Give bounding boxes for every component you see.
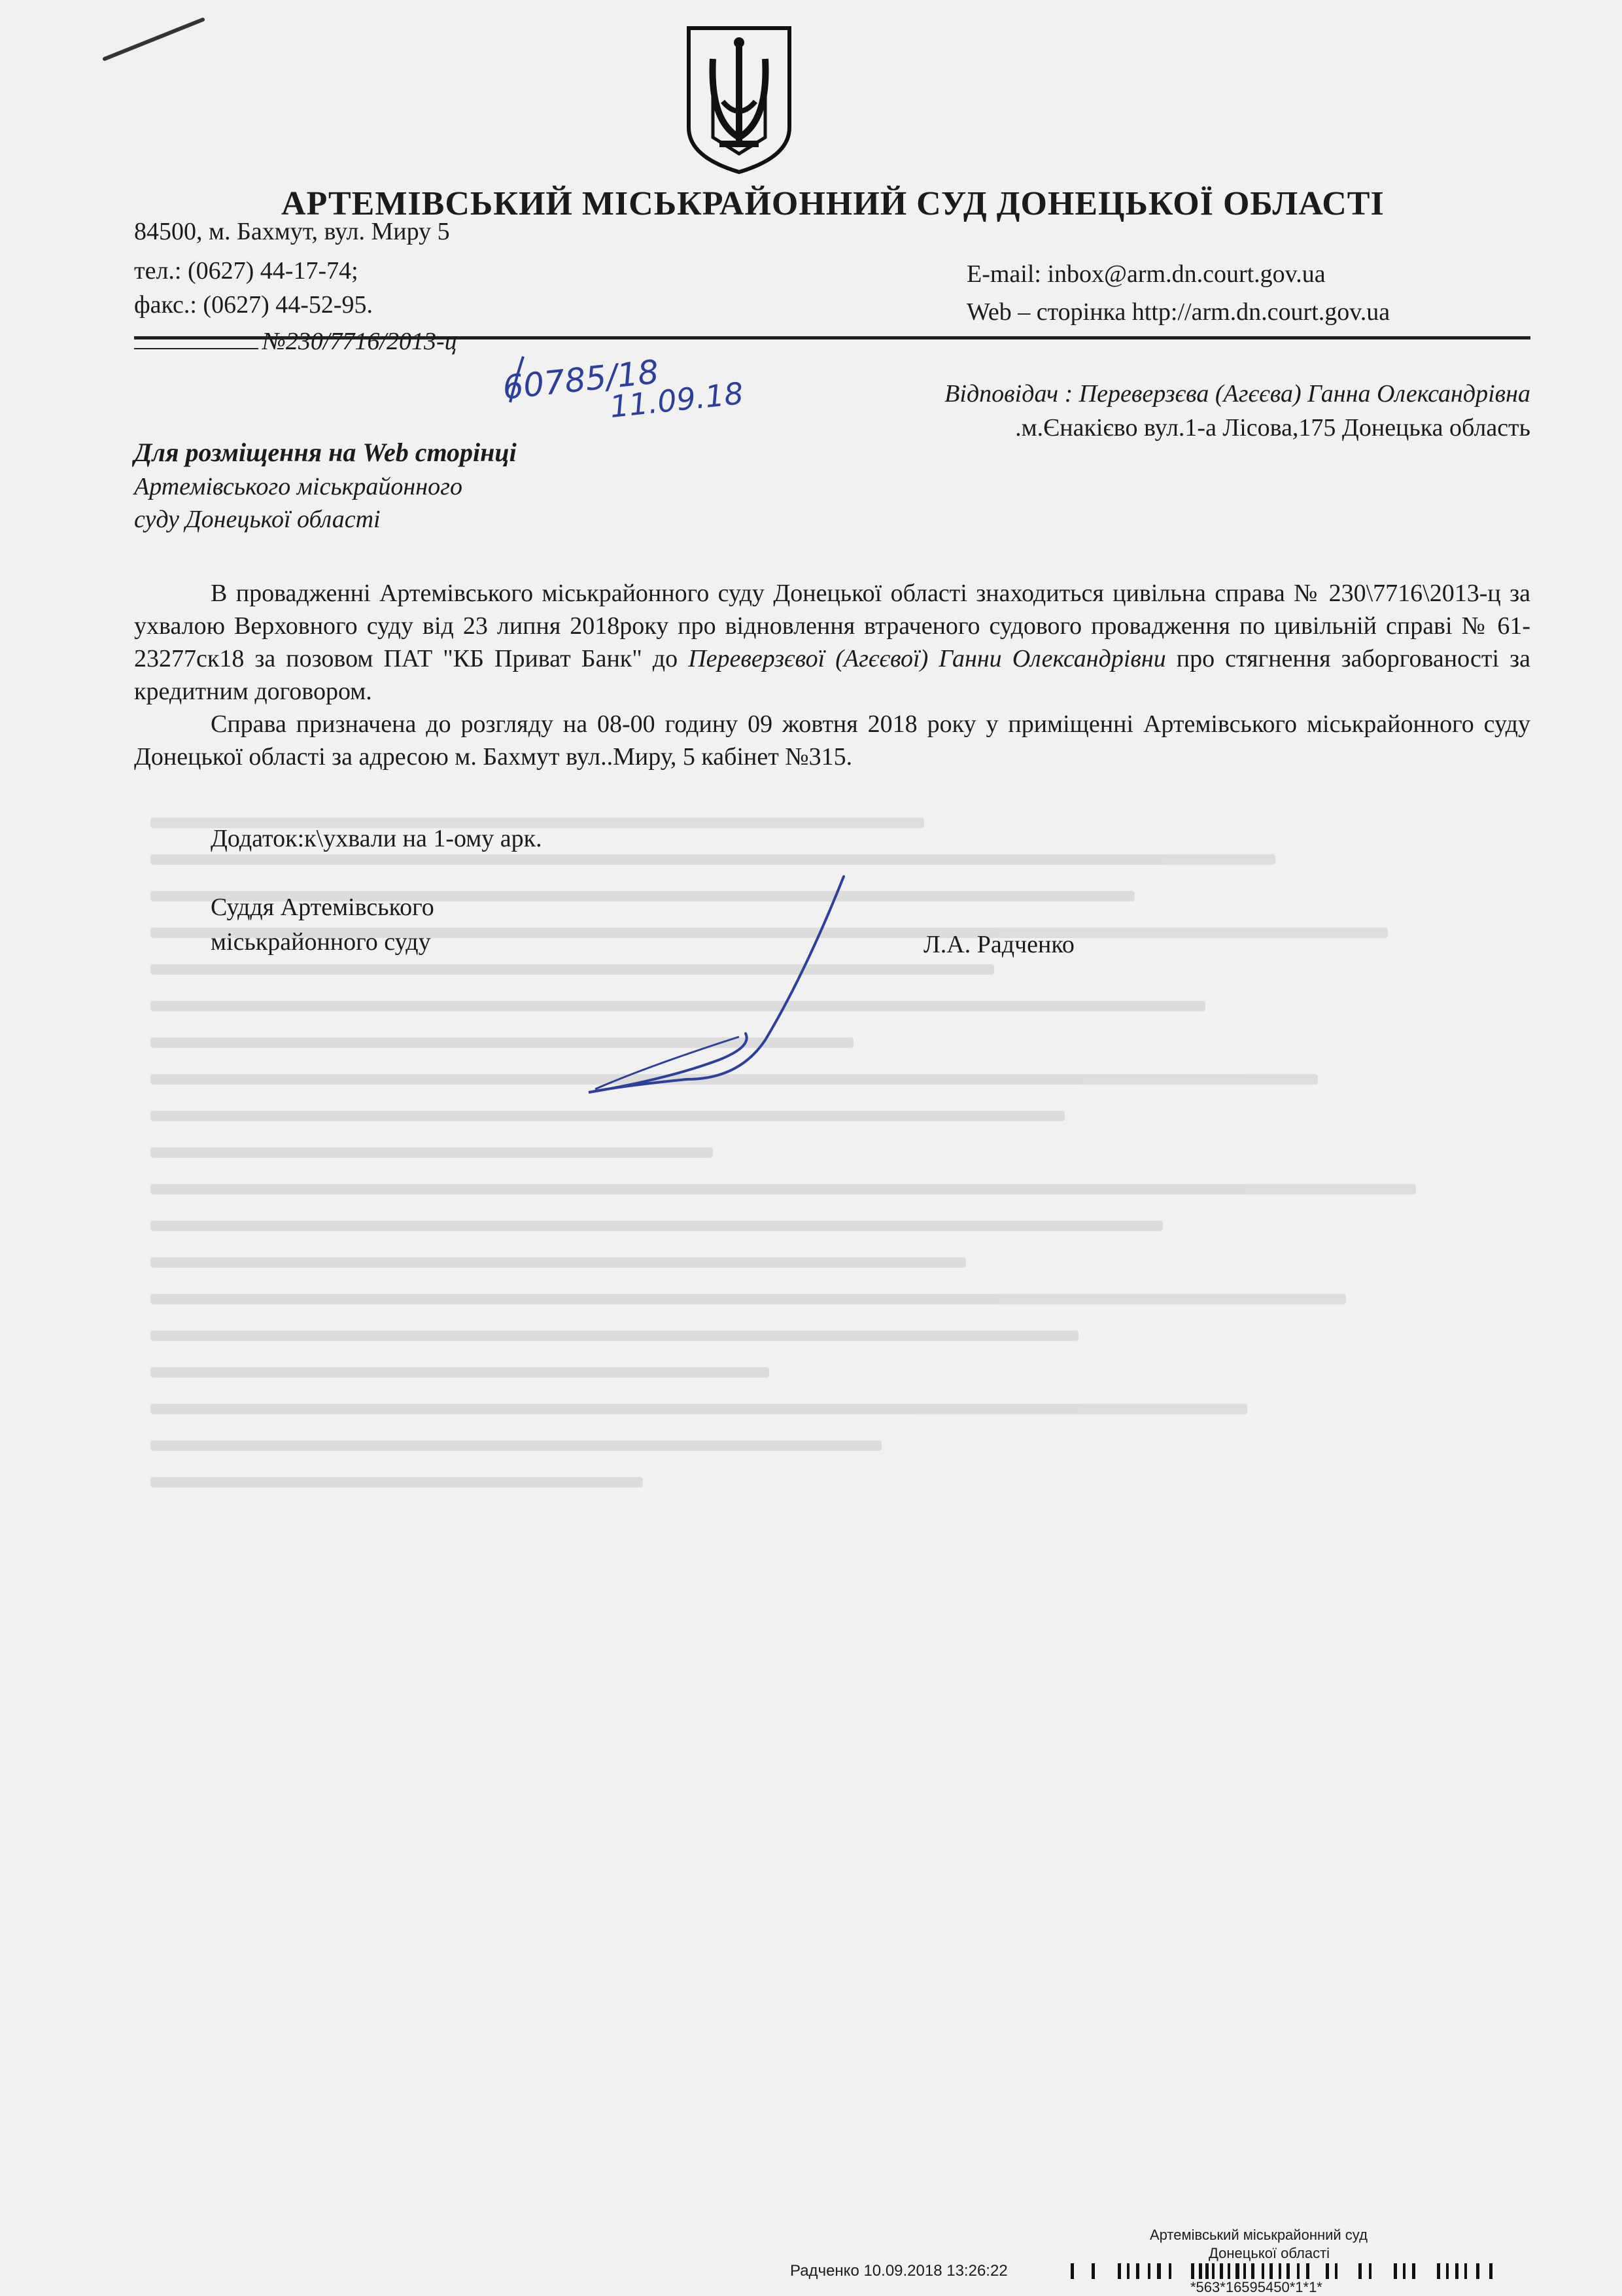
paragraph-1-end: про стягнення заборгованості за кредитним договором. (134, 645, 1530, 705)
court-address: 84500, м. Бахмут, вул. Миру 5 (134, 218, 450, 245)
pen-mark (98, 13, 209, 65)
stamp-court-line-1: Артемівський міськрайонний суд (1150, 2227, 1368, 2243)
court-name-heading: АРТЕМІВСЬКИЙ МІСЬКРАЙОННИЙ СУД ДОНЕЦЬКОЇ ОБЛАСТІ (281, 185, 1385, 222)
respondent-name: Відповідач : Переверзєва (Агєєва) Ганна Олександрівна (944, 380, 1530, 408)
destination-line-1: Артемівського міськрайонного (134, 473, 462, 500)
case-number: №230/7716/2013-ц (262, 328, 457, 355)
attachment-note: Додаток:к\ухвали на 1-ому арк. (211, 825, 542, 852)
respondent-address: .м.Єнакієво вул.1-а Лісова,175 Донецька область (1015, 414, 1530, 442)
notice-body (134, 577, 1530, 773)
coat-of-arms-icon (683, 23, 795, 177)
destination-title: Для розміщення на Web сторінці (134, 438, 517, 467)
court-phone: тел.: (0627) 44-17-74; (134, 257, 358, 285)
handwritten-reg-date: 11.09.18 (608, 375, 746, 425)
court-website: Web – сторінка http://arm.dn.court.gov.ua (967, 298, 1390, 326)
destination-line-2: суду Донецької області (134, 506, 381, 533)
blank-number-line (134, 348, 258, 349)
outgoing-case-number (134, 327, 457, 356)
notice-paragraph-1 (134, 577, 1530, 708)
notice-paragraph-2: Справа призначена до розгляду на 08-00 годину 09 жовтня 2018 року у приміщенні Артемівського міськрайонного суду Донецької області за адресою м. Бахмут вул..Миру, 5 кабінет №315. (134, 710, 1530, 771)
judge-name: Л.А. Радченко (923, 931, 1075, 958)
stamp-user-timestamp: Радченко 10.09.2018 13:26:22 (790, 2262, 1008, 2280)
judge-signature (569, 870, 863, 1105)
handwritten-underline (504, 350, 739, 409)
barcode-number: *563*16595450*1*1* (1190, 2279, 1322, 2295)
defendant-name: Переверзєвої (Агєєвої) Ганни Олександрівни (688, 645, 1166, 672)
stamp-court-line-2: Донецької області (1209, 2245, 1330, 2261)
court-email: E-mail: inbox@arm.dn.court.gov.ua (967, 260, 1326, 288)
court-fax: факс.: (0627) 44-52-95. (134, 291, 373, 319)
judge-title-line-2: міськрайонного суду (211, 928, 431, 956)
judge-title-line-1: Суддя Артемівського (211, 894, 434, 921)
paragraph-1-start: В провадженні Артемівського міськрайонного суду Донецької області знаходиться цивільна справа № 230\7716\2013-ц за ухвалою Верховного суду від 23 липня 2018року про відновлення втраченого судового провадження по цивільній справі № 61-23277ск18 за позовом ПАТ "КБ Приват Банк" до (134, 580, 1530, 672)
handwritten-reg-number: 60785/18 (500, 353, 661, 408)
